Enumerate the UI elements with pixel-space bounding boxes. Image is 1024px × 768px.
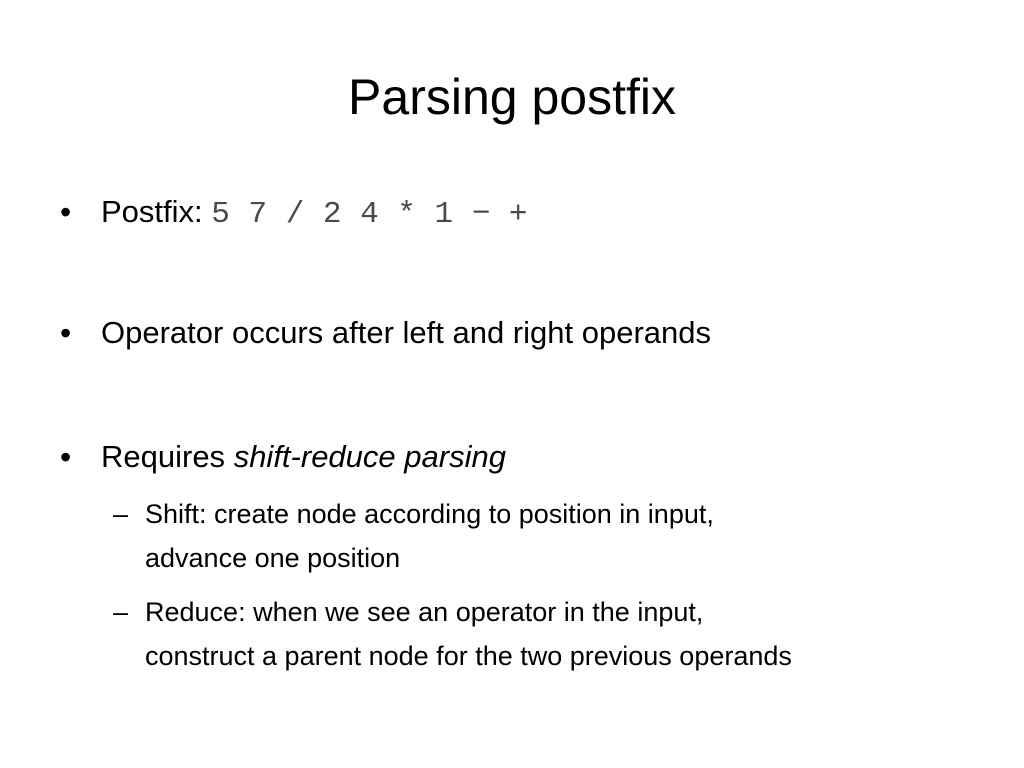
bullet-marker: • xyxy=(60,194,72,230)
sub-item-line: advance one position xyxy=(145,543,401,573)
bullet-marker: • xyxy=(60,315,72,351)
sub-item-text xyxy=(145,590,792,678)
bullet-text xyxy=(101,434,506,480)
sub-item-text xyxy=(145,492,714,580)
postfix-expression: 5 7 / 2 4 * 1 − + xyxy=(211,197,528,232)
sub-item-line: construct a parent node for the two previous operands xyxy=(145,641,792,671)
sub-item-line: Reduce: when we see an operator in the input, xyxy=(145,597,704,627)
bullet-text: Operator occurs after left and right operands xyxy=(101,315,711,350)
dash-marker: – xyxy=(113,597,129,627)
requires-prefix: Requires xyxy=(101,439,226,474)
bullet-marker: • xyxy=(60,439,72,475)
dash-marker: – xyxy=(113,499,129,529)
requires-emphasis: shift-reduce parsing xyxy=(233,439,506,474)
sub-item-line: Shift: create node according to position in input, xyxy=(145,499,714,529)
postfix-label: Postfix: xyxy=(101,194,203,229)
slide-title: Parsing postfix xyxy=(348,69,676,125)
bullet-text xyxy=(101,189,528,238)
